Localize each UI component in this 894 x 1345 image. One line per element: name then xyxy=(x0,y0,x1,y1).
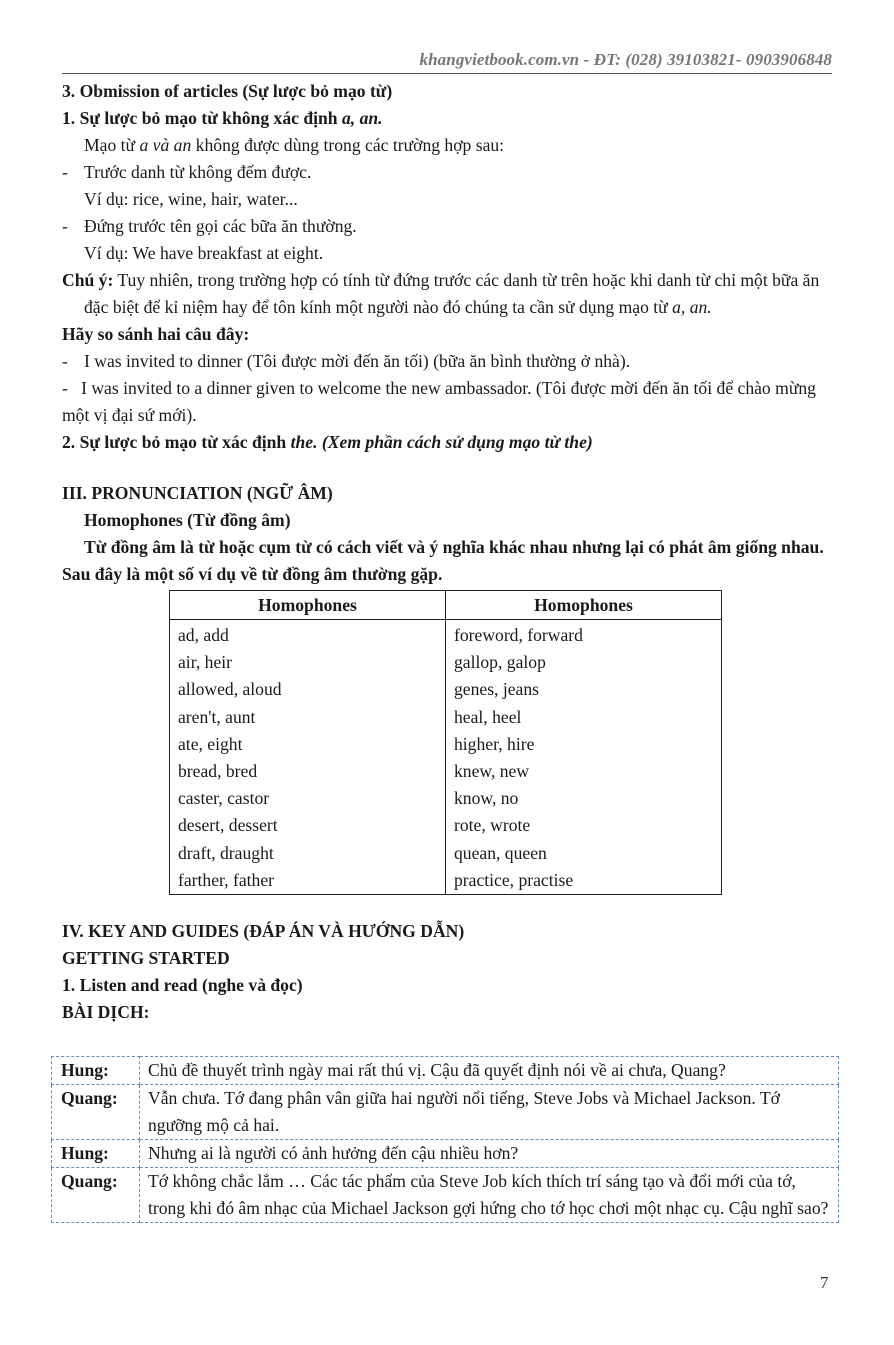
speaker: Quang: xyxy=(52,1168,140,1223)
intro-text-b: a và an xyxy=(139,135,192,155)
table-header: Homophones xyxy=(170,591,446,620)
table-row xyxy=(170,867,722,895)
spacer xyxy=(62,456,834,480)
pronunciation-title: III. PRONUNCIATION (NGỮ ÂM) xyxy=(62,483,333,503)
note-paragraph xyxy=(62,267,834,321)
table-cell: gallop, galop xyxy=(446,649,722,676)
dialogue-table xyxy=(51,1056,839,1223)
note-article: a, an. xyxy=(672,297,712,317)
table-row xyxy=(170,758,722,785)
translation-title: BÀI DỊCH: xyxy=(62,1002,150,1023)
table-cell: draft, draught xyxy=(170,840,446,867)
subsection-2-title xyxy=(62,429,834,456)
subsection-1-title xyxy=(62,105,834,132)
speaker: Quang: xyxy=(52,1085,140,1140)
dialogue-row xyxy=(52,1140,839,1168)
bullet-2 xyxy=(62,213,834,240)
compare-title: Hãy so sánh hai câu đây: xyxy=(62,324,250,344)
subsection-1-article: a, an. xyxy=(341,108,383,128)
homophones-table xyxy=(169,590,722,895)
dialogue-text: Chủ đề thuyết trình ngày mai rất thú vị. Cậu đã quyết định nói về ai chưa, Quang? xyxy=(140,1057,839,1085)
subsection-2-article: the. xyxy=(290,432,318,452)
bullet-2-text: Đứng trước tên gọi các bữa ăn thường. xyxy=(84,216,357,236)
dash-mark: - xyxy=(62,351,68,371)
homophones-description: Từ đồng âm là từ hoặc cụm từ có cách viết và ý nghĩa khác nhau nhưng lại có phát âm giống nhau. Sau đây là một số ví dụ về từ đồng âm thường gặp. xyxy=(62,537,824,584)
section-3-title: 3. Obmission of articles (Sự lược bỏ mạo từ) xyxy=(62,81,393,101)
page-content xyxy=(62,78,834,1026)
subsection-2-text-a: 2. Sự lược bỏ mạo từ xác định xyxy=(62,432,291,452)
spacer xyxy=(62,895,834,918)
table-cell: quean, queen xyxy=(446,840,722,867)
subsection-2-text-d: the) xyxy=(564,432,593,452)
table-cell: caster, castor xyxy=(170,785,446,812)
speaker: Hung: xyxy=(52,1140,140,1168)
dialogue-row xyxy=(52,1085,839,1140)
homophones-table-wrap xyxy=(62,590,834,895)
bullet-1 xyxy=(62,159,834,186)
table-row xyxy=(170,649,722,676)
note-text: Tuy nhiên, trong trường hợp có tính từ đứng trước các danh từ trên hoặc khi danh từ chỉ một bữa ăn đặc biệt để kỉ niệm hay để tôn kính một người nào đó chúng ta cần sử dụng mạo từ xyxy=(84,270,820,317)
bullet-1-text: Trước danh từ không đếm được. xyxy=(84,162,312,182)
dialogue-row xyxy=(52,1168,839,1223)
dialogue-text: Vẫn chưa. Tớ đang phân vân giữa hai người nổi tiếng, Steve Jobs và Michael Jackson. Tớ ngưỡng mộ cả hai. xyxy=(140,1085,839,1140)
table-row xyxy=(170,620,722,650)
dialogue-text: Nhưng ai là người có ảnh hưởng đến cậu nhiều hơn? xyxy=(140,1140,839,1168)
table-row xyxy=(170,785,722,812)
page-header xyxy=(62,50,832,74)
table-cell: higher, hire xyxy=(446,731,722,758)
table-header: Homophones xyxy=(446,591,722,620)
intro-text-a: Mạo từ xyxy=(84,135,140,155)
table-row xyxy=(170,812,722,839)
page-number: 7 xyxy=(820,1273,829,1292)
getting-started-title: GETTING STARTED xyxy=(62,948,230,969)
table-cell: practice, practise xyxy=(446,867,722,895)
speaker: Hung: xyxy=(52,1057,140,1085)
dash-mark: - xyxy=(62,378,68,398)
key-title: IV. KEY AND GUIDES (ĐÁP ÁN VÀ HƯỚNG DẪN) xyxy=(62,921,465,942)
table-cell: heal, heel xyxy=(446,704,722,731)
intro-line xyxy=(62,132,834,159)
dialogue-row xyxy=(52,1057,839,1085)
compare-1-text: I was invited to dinner (Tôi được mời đến ăn tối) (bữa ăn bình thường ở nhà). xyxy=(84,351,631,371)
subsection-2-text-c: (Xem phần cách sử dụng mạo từ xyxy=(317,432,565,452)
intro-text-c: không được dùng trong các trường hợp sau: xyxy=(191,135,505,155)
compare-1 xyxy=(62,348,834,375)
table-cell: farther, father xyxy=(170,867,446,895)
bullet-1-example: Ví dụ: rice, wine, hair, water... xyxy=(84,189,298,209)
dash-mark: - xyxy=(62,216,68,236)
table-cell: genes, jeans xyxy=(446,676,722,703)
table-cell: ate, eight xyxy=(170,731,446,758)
table-cell: rote, wrote xyxy=(446,812,722,839)
table-row xyxy=(170,704,722,731)
table-row xyxy=(170,676,722,703)
table-cell: allowed, aloud xyxy=(170,676,446,703)
header-contact: - ĐT: (028) 39103821- 0903906848 xyxy=(579,50,832,69)
note-label: Chú ý: xyxy=(62,270,114,290)
table-cell: desert, dessert xyxy=(170,812,446,839)
compare-2 xyxy=(62,375,834,429)
table-cell: ad, add xyxy=(170,620,446,650)
listen-read-title: 1. Listen and read (nghe và đọc) xyxy=(62,975,303,996)
table-row xyxy=(170,840,722,867)
subsection-1-text: 1. Sự lược bỏ mạo từ không xác định xyxy=(62,108,342,128)
table-cell: knew, new xyxy=(446,758,722,785)
table-cell: foreword, forward xyxy=(446,620,722,650)
dialogue-text: Tớ không chắc lắm … Các tác phẩm của Steve Job kích thích trí sáng tạo và đổi mới của tớ, trong khi đó âm nhạc của Michael Jackson gợi hứng cho tớ học chơi một nhạc cụ. Cậu nghĩ sao? xyxy=(140,1168,839,1223)
header-site: khangvietbook.com.vn xyxy=(419,50,580,69)
table-cell: bread, bred xyxy=(170,758,446,785)
compare-2-text: I was invited to a dinner given to welcome the new ambassador. (Tôi được mời đến ăn tối để chào mừng một vị đại sứ mới). xyxy=(62,378,816,425)
table-cell: know, no xyxy=(446,785,722,812)
table-row xyxy=(170,731,722,758)
homophones-subtitle: Homophones (Từ đồng âm) xyxy=(84,510,291,530)
table-cell: air, heir xyxy=(170,649,446,676)
dash-mark: - xyxy=(62,162,68,182)
table-cell: aren't, aunt xyxy=(170,704,446,731)
bullet-2-example: Ví dụ: We have breakfast at eight. xyxy=(84,243,324,263)
table-header-row xyxy=(170,591,722,620)
